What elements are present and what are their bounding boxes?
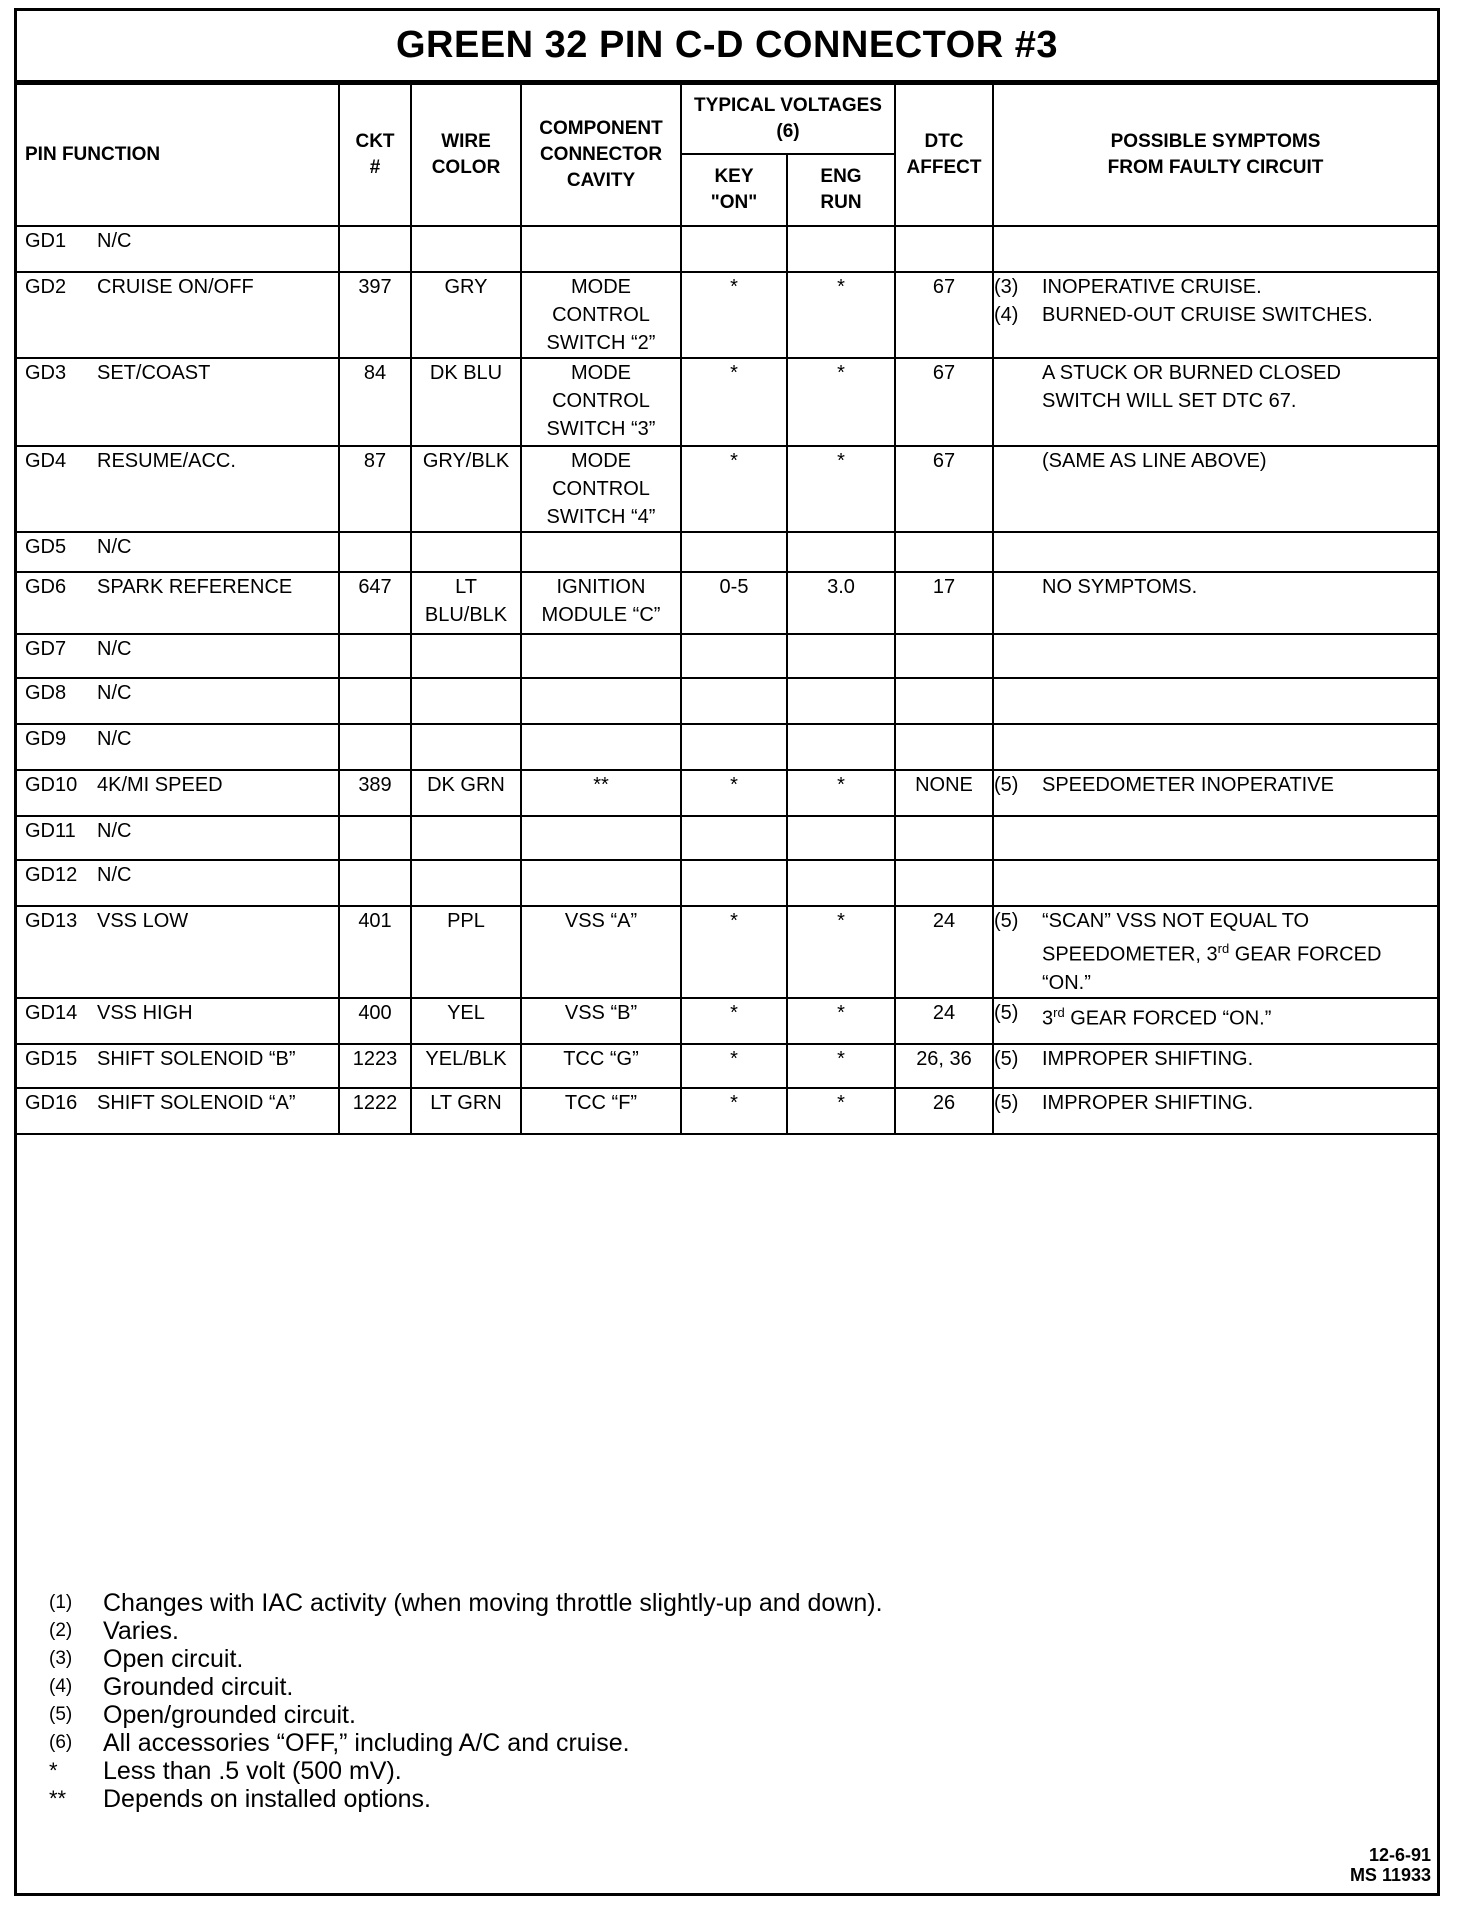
voltage-eng-run: * (787, 1088, 895, 1134)
voltage-eng-run: * (787, 998, 895, 1044)
header-pin-function: PIN FUNCTION (17, 84, 339, 226)
document-id: MS 11933 (1349, 1865, 1431, 1885)
dtc-affect (895, 860, 993, 906)
connector-sheet (14, 8, 1440, 1896)
symptoms-cell (993, 678, 1437, 724)
pin-function-cell (17, 1044, 339, 1088)
component-cavity (521, 816, 681, 860)
table-row (17, 634, 1437, 678)
symptom-note-ref: (5) (994, 774, 1019, 796)
component-cavity: MODE CONTROL SWITCH “4” (521, 446, 681, 532)
pin-function: SHIFT SOLENOID “B” (97, 1047, 296, 1070)
pin-function: N/C (97, 536, 132, 558)
symptom-note-ref (994, 573, 1042, 601)
footnote (47, 1589, 883, 1617)
pin-id: GD2 (25, 276, 67, 298)
footnote-marker: (5) (49, 1704, 73, 1725)
pin-function-cell (17, 770, 339, 816)
wire-color (411, 860, 521, 906)
component-cavity: TCC “F” (521, 1088, 681, 1134)
symptoms-cell (993, 226, 1437, 272)
pin-function-cell (17, 860, 339, 906)
table-row (17, 446, 1437, 532)
symptom-text: (SAME AS LINE ABOVE) (1042, 450, 1267, 472)
footnote-text: Less than .5 volt (500 mV). (103, 1757, 402, 1785)
footnote-marker: * (49, 1758, 58, 1783)
circuit-number: 1222 (339, 1088, 411, 1134)
symptom-note-ref: (5) (994, 1047, 1019, 1070)
dtc-affect (895, 724, 993, 770)
component-cavity (521, 226, 681, 272)
component-cavity: ** (521, 770, 681, 816)
dtc-affect: 17 (895, 572, 993, 634)
pin-id: GD16 (25, 1091, 78, 1114)
dtc-affect: NONE (895, 770, 993, 816)
pin-function: N/C (97, 820, 132, 842)
pin-function-cell (17, 1088, 339, 1134)
circuit-number: 84 (339, 358, 411, 446)
wire-color: DK BLU (411, 358, 521, 446)
symptoms-cell (993, 1044, 1437, 1088)
symptoms-cell (993, 358, 1437, 446)
component-cavity (521, 678, 681, 724)
voltage-eng-run (787, 860, 895, 906)
voltage-key-on (681, 678, 787, 724)
symptom-text: “SCAN” VSS NOT EQUAL TO SPEEDOMETER, 3rd GEAR FORCED “ON.” (1042, 910, 1382, 994)
circuit-number (339, 860, 411, 906)
symptom-text: IMPROPER SHIFTING. (1042, 1091, 1254, 1114)
table-row (17, 678, 1437, 724)
circuit-number: 400 (339, 998, 411, 1044)
circuit-number: 1223 (339, 1044, 411, 1088)
voltage-key-on (681, 532, 787, 572)
footnote-text: Grounded circuit. (103, 1673, 294, 1701)
footnote-marker: (3) (49, 1648, 73, 1669)
pin-id: GD7 (25, 638, 67, 660)
symptom-line (994, 573, 1437, 601)
pin-id: GD4 (25, 450, 67, 472)
pin-function-cell (17, 572, 339, 634)
table-row (17, 226, 1437, 272)
symptoms-cell (993, 816, 1437, 860)
table-row (17, 860, 1437, 906)
footnote (47, 1645, 883, 1673)
voltage-key-on: * (681, 770, 787, 816)
component-cavity: TCC “G” (521, 1044, 681, 1088)
pin-table (17, 83, 1437, 1135)
voltage-eng-run (787, 634, 895, 678)
symptoms-cell (993, 272, 1437, 358)
footnote-text: All accessories “OFF,” including A/C and cruise. (103, 1729, 630, 1757)
component-cavity: IGNITION MODULE “C” (521, 572, 681, 634)
pin-id: GD8 (25, 682, 67, 704)
symptom-text: NO SYMPTOMS. (1042, 576, 1198, 598)
pin-function: 4K/MI SPEED (97, 774, 223, 796)
voltage-key-on: * (681, 1088, 787, 1134)
footnote-marker: ** (49, 1786, 67, 1811)
circuit-number: 397 (339, 272, 411, 358)
symptoms-cell (993, 1088, 1437, 1134)
pin-function: SET/COAST (97, 362, 211, 384)
component-cavity: VSS “B” (521, 998, 681, 1044)
pin-function-cell (17, 358, 339, 446)
dtc-affect (895, 816, 993, 860)
pin-function: SHIFT SOLENOID “A” (97, 1091, 296, 1114)
symptoms-cell (993, 998, 1437, 1044)
pin-id: GD3 (25, 362, 67, 384)
component-cavity (521, 634, 681, 678)
symptom-line (994, 301, 1437, 329)
pin-function: VSS LOW (97, 910, 189, 932)
wire-color: GRY/BLK (411, 446, 521, 532)
symptoms-cell (993, 634, 1437, 678)
pin-function: CRUISE ON/OFF (97, 276, 254, 298)
footnote-marker: (6) (49, 1732, 73, 1753)
voltage-key-on: * (681, 272, 787, 358)
symptom-line (994, 273, 1437, 301)
table-row (17, 998, 1437, 1044)
pin-function: SPARK REFERENCE (97, 576, 293, 598)
voltage-eng-run (787, 816, 895, 860)
footnote-marker: (2) (49, 1620, 73, 1641)
circuit-number: 389 (339, 770, 411, 816)
circuit-number (339, 678, 411, 724)
symptom-text: IMPROPER SHIFTING. (1042, 1047, 1254, 1070)
circuit-number: 647 (339, 572, 411, 634)
symptom-note-ref: (5) (994, 1091, 1019, 1114)
circuit-number: 87 (339, 446, 411, 532)
footnote (47, 1701, 883, 1729)
pin-function: N/C (97, 638, 132, 660)
circuit-number (339, 724, 411, 770)
pin-id: GD12 (25, 864, 78, 886)
page-title: GREEN 32 PIN C-D CONNECTOR #3 (17, 11, 1437, 83)
symptoms-cell (993, 446, 1437, 532)
voltage-key-on (681, 860, 787, 906)
pin-id: GD14 (25, 1001, 78, 1024)
symptom-note-ref: (5) (994, 1001, 1019, 1024)
symptom-text: SPEEDOMETER INOPERATIVE (1042, 774, 1334, 796)
footnote-marker: (1) (49, 1592, 73, 1613)
footnote (47, 1617, 883, 1645)
symptom-note-ref (994, 359, 1042, 415)
pin-function-cell (17, 634, 339, 678)
table-row (17, 724, 1437, 770)
symptoms-cell (993, 860, 1437, 906)
voltage-eng-run: * (787, 358, 895, 446)
dtc-affect: 24 (895, 906, 993, 998)
header-possible-symptoms: POSSIBLE SYMPTOMS FROM FAULTY CIRCUIT (993, 84, 1437, 226)
wire-color (411, 678, 521, 724)
circuit-number (339, 816, 411, 860)
circuit-number: 401 (339, 906, 411, 998)
symptom-line (994, 907, 1437, 997)
table-row (17, 1088, 1437, 1134)
dtc-affect (895, 634, 993, 678)
voltage-eng-run (787, 724, 895, 770)
footnote-marker: (4) (49, 1676, 73, 1697)
header-wire-color: WIRE COLOR (411, 84, 521, 226)
pin-function-cell (17, 906, 339, 998)
header-ckt: CKT # (339, 84, 411, 226)
voltage-eng-run: * (787, 906, 895, 998)
voltage-key-on: * (681, 906, 787, 998)
footnote-text: Open circuit. (103, 1645, 244, 1673)
document-date: 12-6-91 (1368, 1845, 1431, 1865)
pin-function: N/C (97, 682, 132, 704)
symptoms-cell (993, 724, 1437, 770)
voltage-eng-run (787, 532, 895, 572)
pin-id: GD1 (25, 230, 67, 252)
voltage-key-on: * (681, 446, 787, 532)
pin-rows (17, 226, 1437, 1134)
symptom-note-ref: (4) (994, 304, 1019, 326)
symptoms-cell (993, 572, 1437, 634)
voltage-eng-run: * (787, 446, 895, 532)
component-cavity (521, 724, 681, 770)
symptoms-cell (993, 906, 1437, 998)
wire-color (411, 724, 521, 770)
dtc-affect: 67 (895, 446, 993, 532)
voltage-key-on (681, 634, 787, 678)
wire-color: LT BLU/BLK (411, 572, 521, 634)
table-row (17, 1044, 1437, 1088)
table-row (17, 906, 1437, 998)
pin-function-cell (17, 272, 339, 358)
wire-color: YEL/BLK (411, 1044, 521, 1088)
wire-color (411, 532, 521, 572)
voltage-eng-run: * (787, 272, 895, 358)
dtc-affect (895, 532, 993, 572)
header-component-cavity: COMPONENT CONNECTOR CAVITY (521, 84, 681, 226)
symptom-text: INOPERATIVE CRUISE. (1042, 276, 1262, 298)
footnote-text: Varies. (103, 1617, 179, 1645)
pin-function-cell (17, 816, 339, 860)
table-header (17, 84, 1437, 226)
voltage-eng-run: * (787, 770, 895, 816)
wire-color: LT GRN (411, 1088, 521, 1134)
footnote (47, 1729, 883, 1757)
symptom-line (994, 447, 1437, 475)
footnote (47, 1673, 883, 1701)
table-row (17, 272, 1437, 358)
dtc-affect (895, 678, 993, 724)
wire-color (411, 816, 521, 860)
symptom-text: A STUCK OR BURNED CLOSED SWITCH WILL SET DTC 67. (1042, 362, 1341, 412)
voltage-key-on: * (681, 358, 787, 446)
pin-function: RESUME/ACC. (97, 450, 236, 472)
header-eng-run: ENG RUN (787, 154, 895, 226)
pin-id: GD15 (25, 1047, 78, 1070)
voltage-key-on: 0-5 (681, 572, 787, 634)
pin-id: GD9 (25, 728, 67, 750)
wire-color (411, 226, 521, 272)
voltage-eng-run: * (787, 1044, 895, 1088)
pin-function: N/C (97, 230, 132, 252)
footnote-text: Open/grounded circuit. (103, 1701, 356, 1729)
circuit-number (339, 226, 411, 272)
symptom-note-ref: (5) (994, 910, 1019, 932)
dtc-affect: 26, 36 (895, 1044, 993, 1088)
voltage-eng-run (787, 678, 895, 724)
pin-function: N/C (97, 728, 132, 750)
header-typical-voltages: TYPICAL VOLTAGES (6) (681, 84, 895, 154)
symptoms-cell (993, 770, 1437, 816)
voltage-eng-run: 3.0 (787, 572, 895, 634)
symptom-line (994, 771, 1437, 799)
wire-color: GRY (411, 272, 521, 358)
wire-color: YEL (411, 998, 521, 1044)
footnote (47, 1757, 883, 1785)
voltage-key-on (681, 724, 787, 770)
footnotes (47, 1589, 883, 1813)
pin-function: N/C (97, 864, 132, 886)
symptoms-cell (993, 532, 1437, 572)
pin-function-cell (17, 532, 339, 572)
voltage-eng-run (787, 226, 895, 272)
dtc-affect: 67 (895, 358, 993, 446)
symptom-line (994, 359, 1437, 415)
component-cavity: MODE CONTROL SWITCH “3” (521, 358, 681, 446)
wire-color: DK GRN (411, 770, 521, 816)
pin-id: GD5 (25, 536, 67, 558)
voltage-key-on: * (681, 998, 787, 1044)
header-dtc-affect: DTC AFFECT (895, 84, 993, 226)
table-row (17, 770, 1437, 816)
footnote-text: Changes with IAC activity (when moving throttle slightly-up and down). (103, 1589, 883, 1617)
voltage-key-on (681, 226, 787, 272)
footnote-text: Depends on installed options. (103, 1785, 432, 1813)
pin-function-cell (17, 678, 339, 724)
voltage-key-on (681, 816, 787, 860)
pin-id: GD10 (25, 774, 78, 796)
table-row (17, 358, 1437, 446)
pin-id: GD13 (25, 910, 78, 932)
pin-id: GD6 (25, 576, 67, 598)
dtc-affect: 24 (895, 998, 993, 1044)
table-row (17, 572, 1437, 634)
pin-function-cell (17, 446, 339, 532)
component-cavity: VSS “A” (521, 906, 681, 998)
circuit-number (339, 532, 411, 572)
header-key-on: KEY "ON" (681, 154, 787, 226)
symptom-line (994, 999, 1437, 1033)
pin-function: VSS HIGH (97, 1001, 193, 1024)
component-cavity (521, 860, 681, 906)
dtc-affect: 26 (895, 1088, 993, 1134)
symptom-text: BURNED-OUT CRUISE SWITCHES. (1042, 304, 1373, 326)
footnote (47, 1785, 883, 1813)
dtc-affect: 67 (895, 272, 993, 358)
wire-color (411, 634, 521, 678)
component-cavity (521, 532, 681, 572)
symptom-text: 3rd GEAR FORCED “ON.” (1042, 1004, 1272, 1030)
symptom-line (994, 1045, 1437, 1073)
circuit-number (339, 634, 411, 678)
symptom-line (994, 1089, 1437, 1117)
pin-function-cell (17, 724, 339, 770)
component-cavity: MODE CONTROL SWITCH “2” (521, 272, 681, 358)
symptom-note-ref (994, 447, 1042, 475)
table-row (17, 532, 1437, 572)
voltage-key-on: * (681, 1044, 787, 1088)
pin-function-cell (17, 998, 339, 1044)
wire-color: PPL (411, 906, 521, 998)
symptom-note-ref: (3) (994, 276, 1019, 298)
pin-function-cell (17, 226, 339, 272)
table-row (17, 816, 1437, 860)
document-code (1350, 1845, 1431, 1885)
pin-id: GD11 (25, 820, 76, 842)
dtc-affect (895, 226, 993, 272)
